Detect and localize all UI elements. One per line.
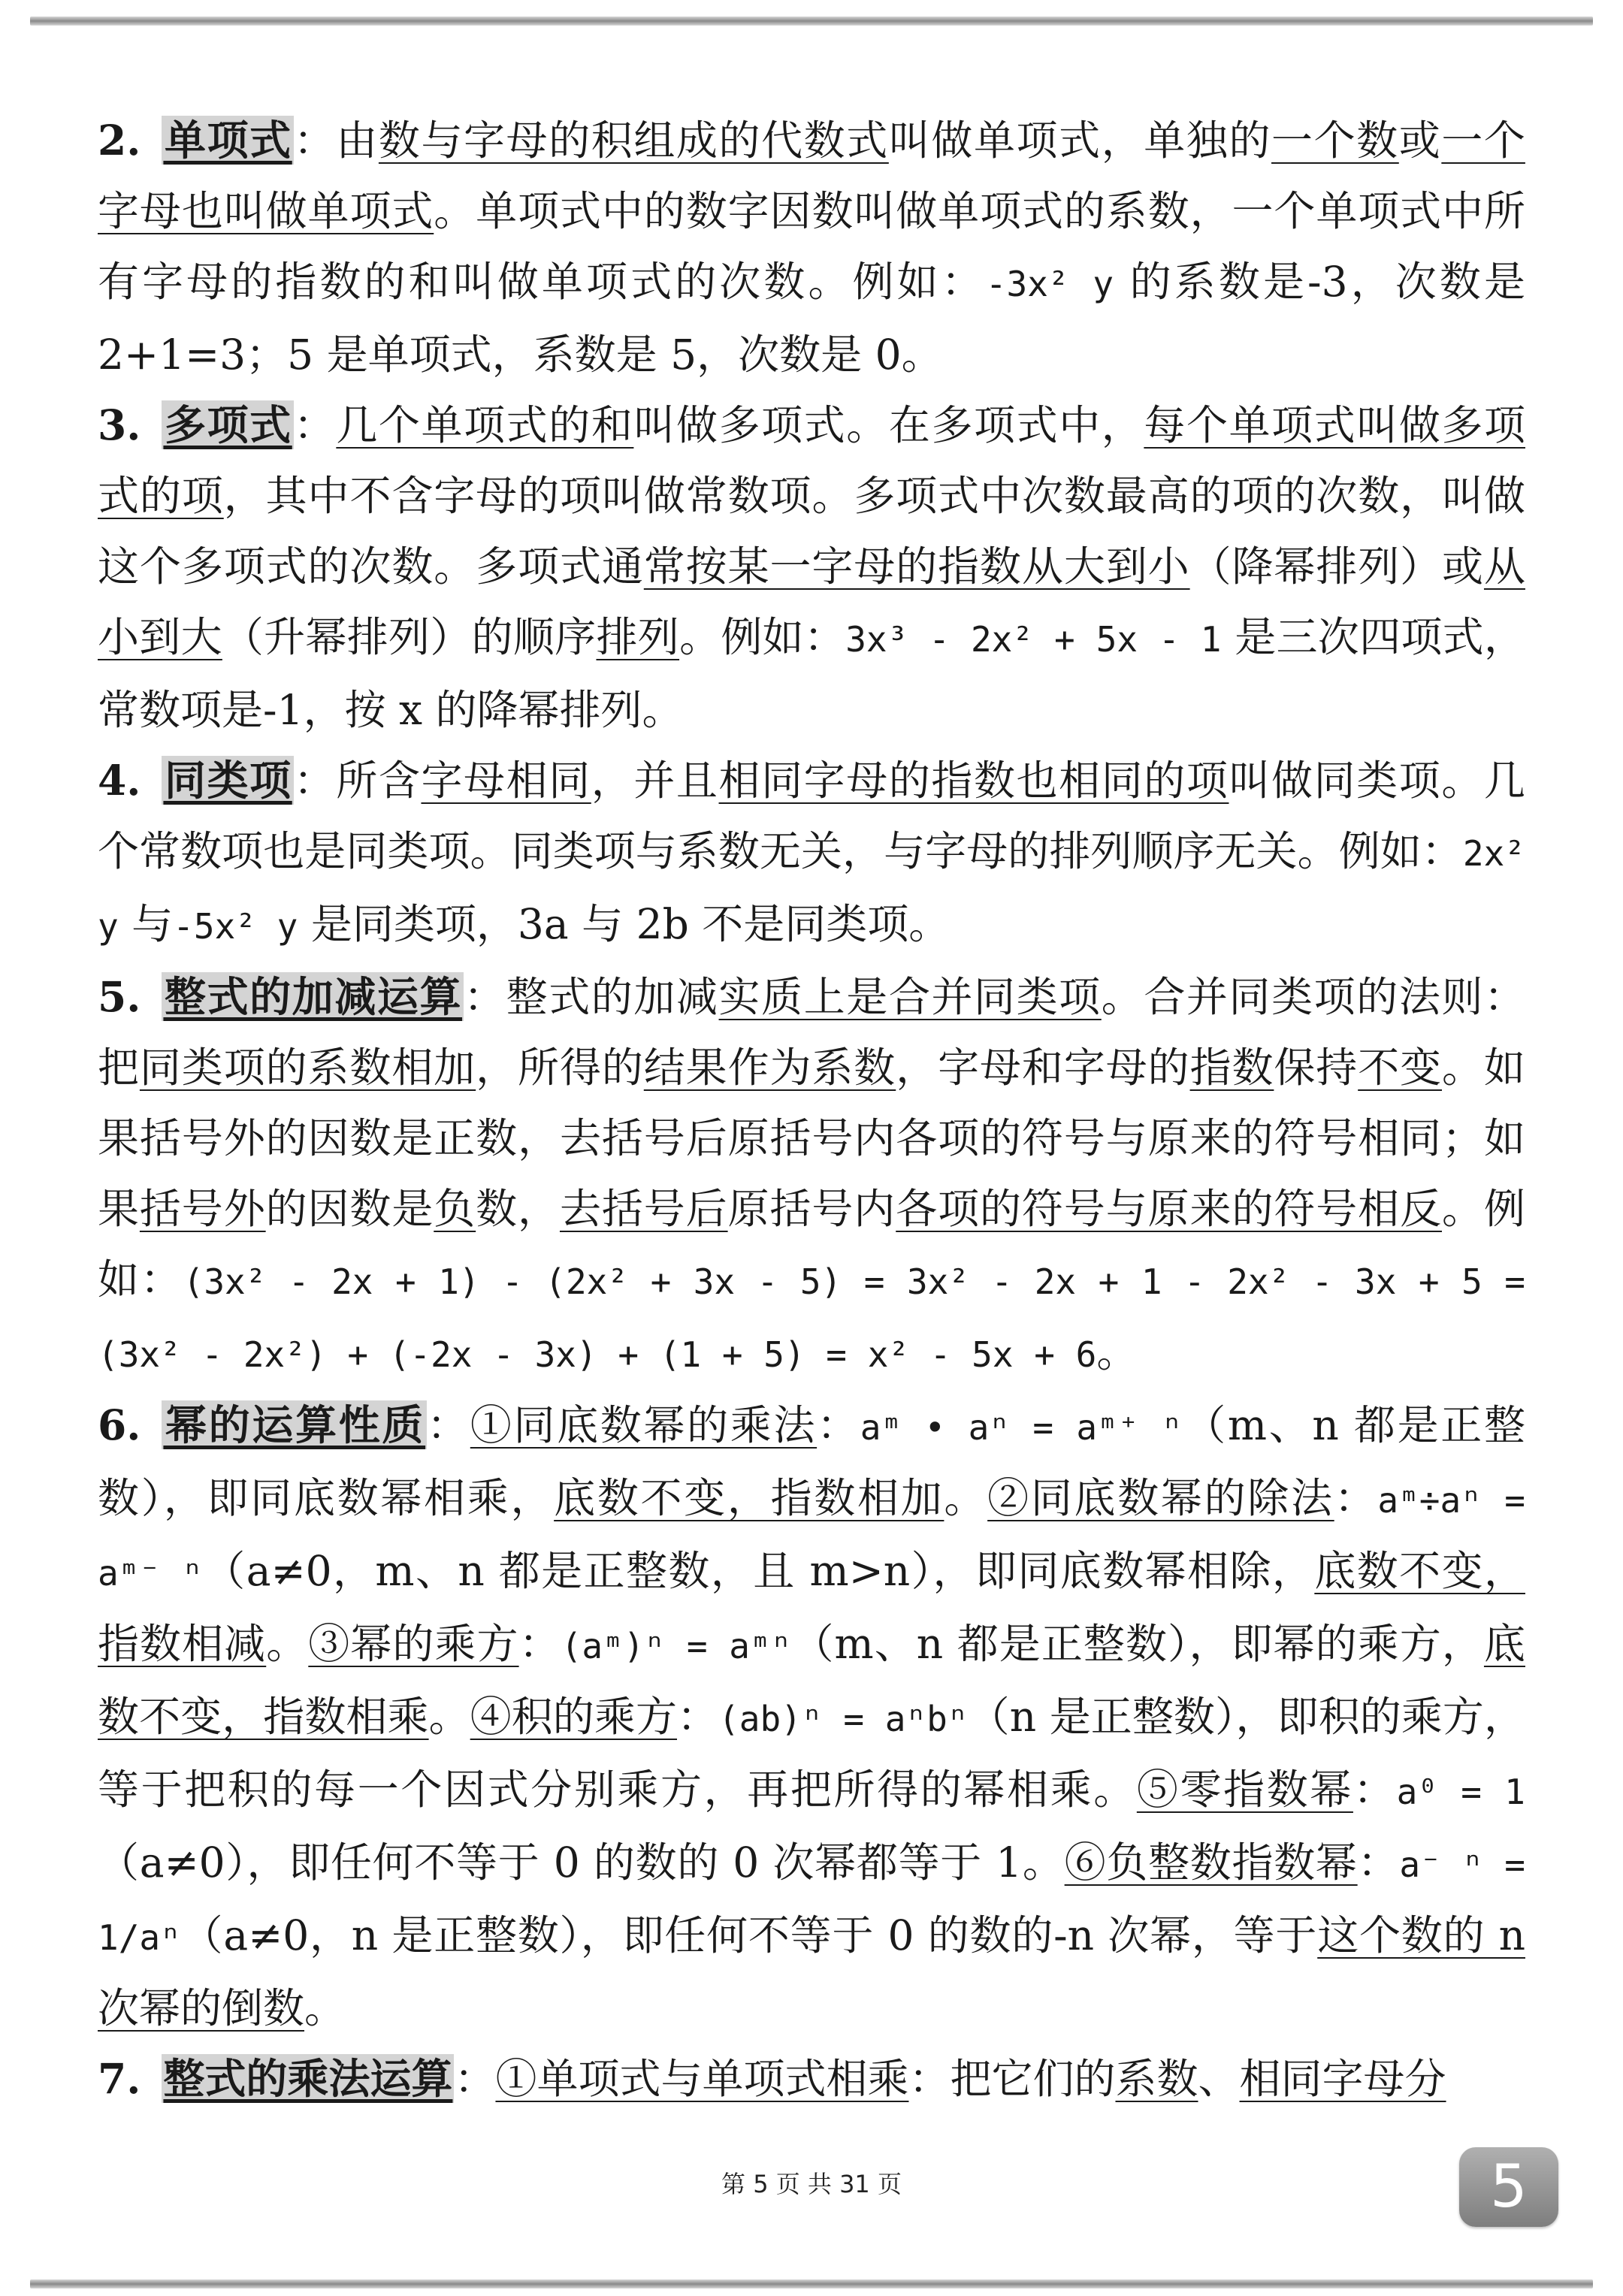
math-expression: 2x² y xyxy=(98,833,1525,947)
underlined-key-phrase: ④积的乘方 xyxy=(470,1693,678,1741)
underlined-key-phrase: 实质上是合并同类项 xyxy=(718,973,1102,1021)
underlined-key-phrase: ③幂的乘方 xyxy=(308,1620,519,1668)
body-text: ： xyxy=(1357,1838,1400,1887)
body-text: 保持 xyxy=(1274,1044,1359,1092)
section-number: 7. xyxy=(98,2054,141,2103)
body-text: （a≠0），即任何不等于 0 的数的 0 次幂都等于 1。 xyxy=(98,1838,1065,1887)
body-text: 叫做多项式。在多项式中， xyxy=(633,401,1144,449)
underlined-key-phrase: 字母相同 xyxy=(421,757,591,805)
body-text: ： xyxy=(1352,1766,1397,1814)
body-text: 。 xyxy=(944,1474,988,1522)
section-term: 整式的加减运算 xyxy=(163,972,463,1021)
underlined-key-phrase: 排列 xyxy=(596,613,680,661)
body-text: 是同类项，3a 与 2b 不是同类项。 xyxy=(298,900,951,948)
body-text: 的系数是-3，次数是 2+1=3；5 是单项式，系数是 5，次数是 0。 xyxy=(98,258,1525,379)
body-text: 。如果括号外的因数是正数，去括号后原括号内各项的符号与原来的符号相同；如果 xyxy=(98,1044,1525,1233)
body-text: （a≠0，n 是正整数），即任何不等于 0 的数的-n 次幂，等于 xyxy=(180,1911,1318,1959)
bottom-border-rule xyxy=(30,2279,1593,2288)
underlined-key-phrase: ⑤零指数幂 xyxy=(1136,1766,1353,1814)
math-expression: a⁻ ⁿ = 1/aⁿ xyxy=(98,1844,1525,1958)
body-text: ： xyxy=(677,1693,719,1741)
section-paragraph xyxy=(98,390,1525,745)
section-number: 6. xyxy=(98,1400,141,1449)
section-paragraph xyxy=(98,2044,1525,2114)
underlined-key-phrase: 每个单项式叫做多项式的项 xyxy=(98,401,1525,520)
body-text: 。 xyxy=(428,1693,470,1741)
underlined-key-phrase: 底数不变，指数相乘 xyxy=(98,1620,1525,1741)
body-text: ：由 xyxy=(293,116,379,165)
body-text: 叫做单项式，单独的 xyxy=(888,116,1272,165)
section-paragraph xyxy=(98,105,1525,390)
underlined-key-phrase: 同类项的系数相加 xyxy=(139,1044,476,1092)
underlined-key-phrase: 几个单项式的和 xyxy=(336,401,634,449)
underlined-key-phrase: 不变 xyxy=(1358,1044,1442,1092)
body-text: （m、n 都是正整数），即同底数幂相乘， xyxy=(98,1401,1525,1522)
body-text: 数， xyxy=(476,1185,560,1233)
body-text: ： xyxy=(454,2055,496,2103)
body-text: 。例如： xyxy=(679,613,846,661)
underlined-key-phrase: 一个数 xyxy=(1271,116,1399,165)
math-expression: a⁰ = 1 xyxy=(1396,1772,1525,1812)
math-expression: aᵐ÷aⁿ = aᵐ⁻ ⁿ xyxy=(98,1480,1525,1594)
body-text: ： xyxy=(293,401,337,449)
underlined-key-phrase: 括号外 xyxy=(139,1185,266,1233)
section-number: 4. xyxy=(98,756,141,805)
underlined-key-phrase: 底数不变，指数相减 xyxy=(98,1547,1525,1668)
underlined-key-phrase: 数与字母的积组成的代数式 xyxy=(378,116,889,165)
body-text: 是三次四项式，常数项是-1，按 x 的降幂排列。 xyxy=(98,613,1525,734)
body-text: ：整式的加减 xyxy=(464,973,719,1021)
underlined-key-phrase: 从小到大 xyxy=(98,542,1525,661)
body-text: 。合并同类项的法则：把 xyxy=(98,973,1525,1092)
body-text: ：把它们的 xyxy=(908,2055,1116,2103)
body-text: ： xyxy=(817,1401,860,1449)
body-text: 。单项式中的数字因数叫做单项式的系数，一个单项式中所有字母的指数的和叫做单项式的次数。例如： xyxy=(98,187,1525,306)
math-expression: (ab)ⁿ = aⁿbⁿ xyxy=(718,1699,969,1739)
body-text: 。 xyxy=(266,1620,309,1668)
section-paragraph xyxy=(98,962,1525,1390)
body-text: ，字母和字母的 xyxy=(896,1044,1190,1092)
body-text: ，所得的 xyxy=(476,1044,644,1092)
body-text: （a≠0，m、n 都是正整数，且 m>n），即同底数幂相除， xyxy=(202,1547,1315,1595)
underlined-key-phrase: 负 xyxy=(434,1185,476,1233)
underlined-key-phrase: ⑥负整数指数幂 xyxy=(1064,1838,1358,1887)
document-body xyxy=(98,105,1525,2114)
body-text: （升幂排列）的顺序 xyxy=(222,613,597,661)
body-text: 原括号内 xyxy=(727,1185,896,1233)
underlined-key-phrase: 这个数的 n 次幂的倒数 xyxy=(98,1911,1525,2032)
body-text: 或 xyxy=(1398,116,1442,165)
underlined-key-phrase: 常按某一字母的指数从大到小 xyxy=(643,542,1190,591)
section-paragraph xyxy=(98,1390,1525,2044)
body-text: ： xyxy=(1334,1474,1378,1522)
underlined-key-phrase: ①单项式与单项式相乘 xyxy=(495,2055,909,2103)
body-text: 的因数是 xyxy=(265,1185,434,1233)
body-text: 、 xyxy=(1198,2055,1240,2103)
body-text: 叫做同类项。几个常数项也是同类项。同类项与系数无关，与字母的排列顺序无关。例如： xyxy=(98,757,1525,875)
underlined-key-phrase: 底数不变，指数相加 xyxy=(554,1474,944,1522)
section-term: 整式的乘法运算 xyxy=(163,2054,453,2103)
body-text: 。 xyxy=(304,1984,346,2032)
underlined-key-phrase: 结果作为系数 xyxy=(643,1044,896,1092)
underlined-key-phrase: 相同字母的指数也相同的项 xyxy=(718,757,1229,805)
math-expression: -3x² y xyxy=(985,264,1114,304)
underlined-key-phrase: 去括号后 xyxy=(559,1185,728,1233)
math-expression: aᵐ • aⁿ = aᵐ⁺ ⁿ xyxy=(860,1407,1183,1448)
section-number: 5. xyxy=(98,972,141,1021)
body-text: 。例如： xyxy=(98,1185,1525,1304)
body-text: ，其中不含字母的项叫做常数项。多项式中次数最高的项的次数，叫做这个多项式的次数。多项式通 xyxy=(98,472,1525,591)
top-border-rule xyxy=(30,17,1593,26)
body-text: ，并且 xyxy=(591,757,719,805)
body-text: （m、n 都是正整数），即幂的乘方， xyxy=(791,1620,1484,1668)
section-term: 幂的运算性质 xyxy=(163,1400,426,1449)
underlined-key-phrase: 各项的符号与原来的符号相反 xyxy=(896,1185,1442,1233)
section-term: 单项式 xyxy=(163,116,292,165)
body-text: ： xyxy=(427,1401,470,1449)
section-paragraph xyxy=(98,745,1525,962)
body-text: ： xyxy=(518,1620,561,1668)
math-expression: (3x² - 2x + 1) - (2x² + 3x - 5) = 3x² - 2x + 1 - 2x² - 3x + 5 = (3x² - 2x²) + (-2x - 3x) + (1 + 5) = x² - 5x + 6 xyxy=(98,1261,1525,1375)
math-expression: -5x² y xyxy=(173,906,298,947)
underlined-key-phrase: 指数 xyxy=(1189,1044,1274,1092)
section-number: 2. xyxy=(98,116,141,165)
page-number-badge: 5 xyxy=(1459,2147,1558,2227)
math-expression: (aᵐ)ⁿ = aᵐⁿ xyxy=(561,1626,792,1666)
body-text: ：所含 xyxy=(293,757,422,805)
underlined-key-phrase: 相同字母分 xyxy=(1239,2055,1446,2103)
underlined-key-phrase: ②同底数幂的除法 xyxy=(987,1474,1334,1522)
math-expression: 3x³ - 2x² + 5x - 1 xyxy=(845,619,1222,660)
body-text: （n 是正整数），即积的乘方，等于把积的每一个因式分别乘方，再把所得的幂相乘。 xyxy=(98,1693,1525,1814)
body-text: 与 xyxy=(118,900,174,948)
section-term: 多项式 xyxy=(163,400,292,449)
underlined-key-phrase: 系数 xyxy=(1115,2055,1198,2103)
underlined-key-phrase: ①同底数幂的乘法 xyxy=(470,1401,818,1449)
section-term: 同类项 xyxy=(163,756,292,805)
body-text: （降幂排列）或 xyxy=(1189,542,1484,591)
page-footer: 第 5 页 共 31 页 xyxy=(721,2170,902,2198)
underlined-key-phrase: 一个字母也叫做单项式 xyxy=(98,116,1525,235)
section-number: 3. xyxy=(98,400,141,449)
body-text: 。 xyxy=(1096,1328,1138,1376)
